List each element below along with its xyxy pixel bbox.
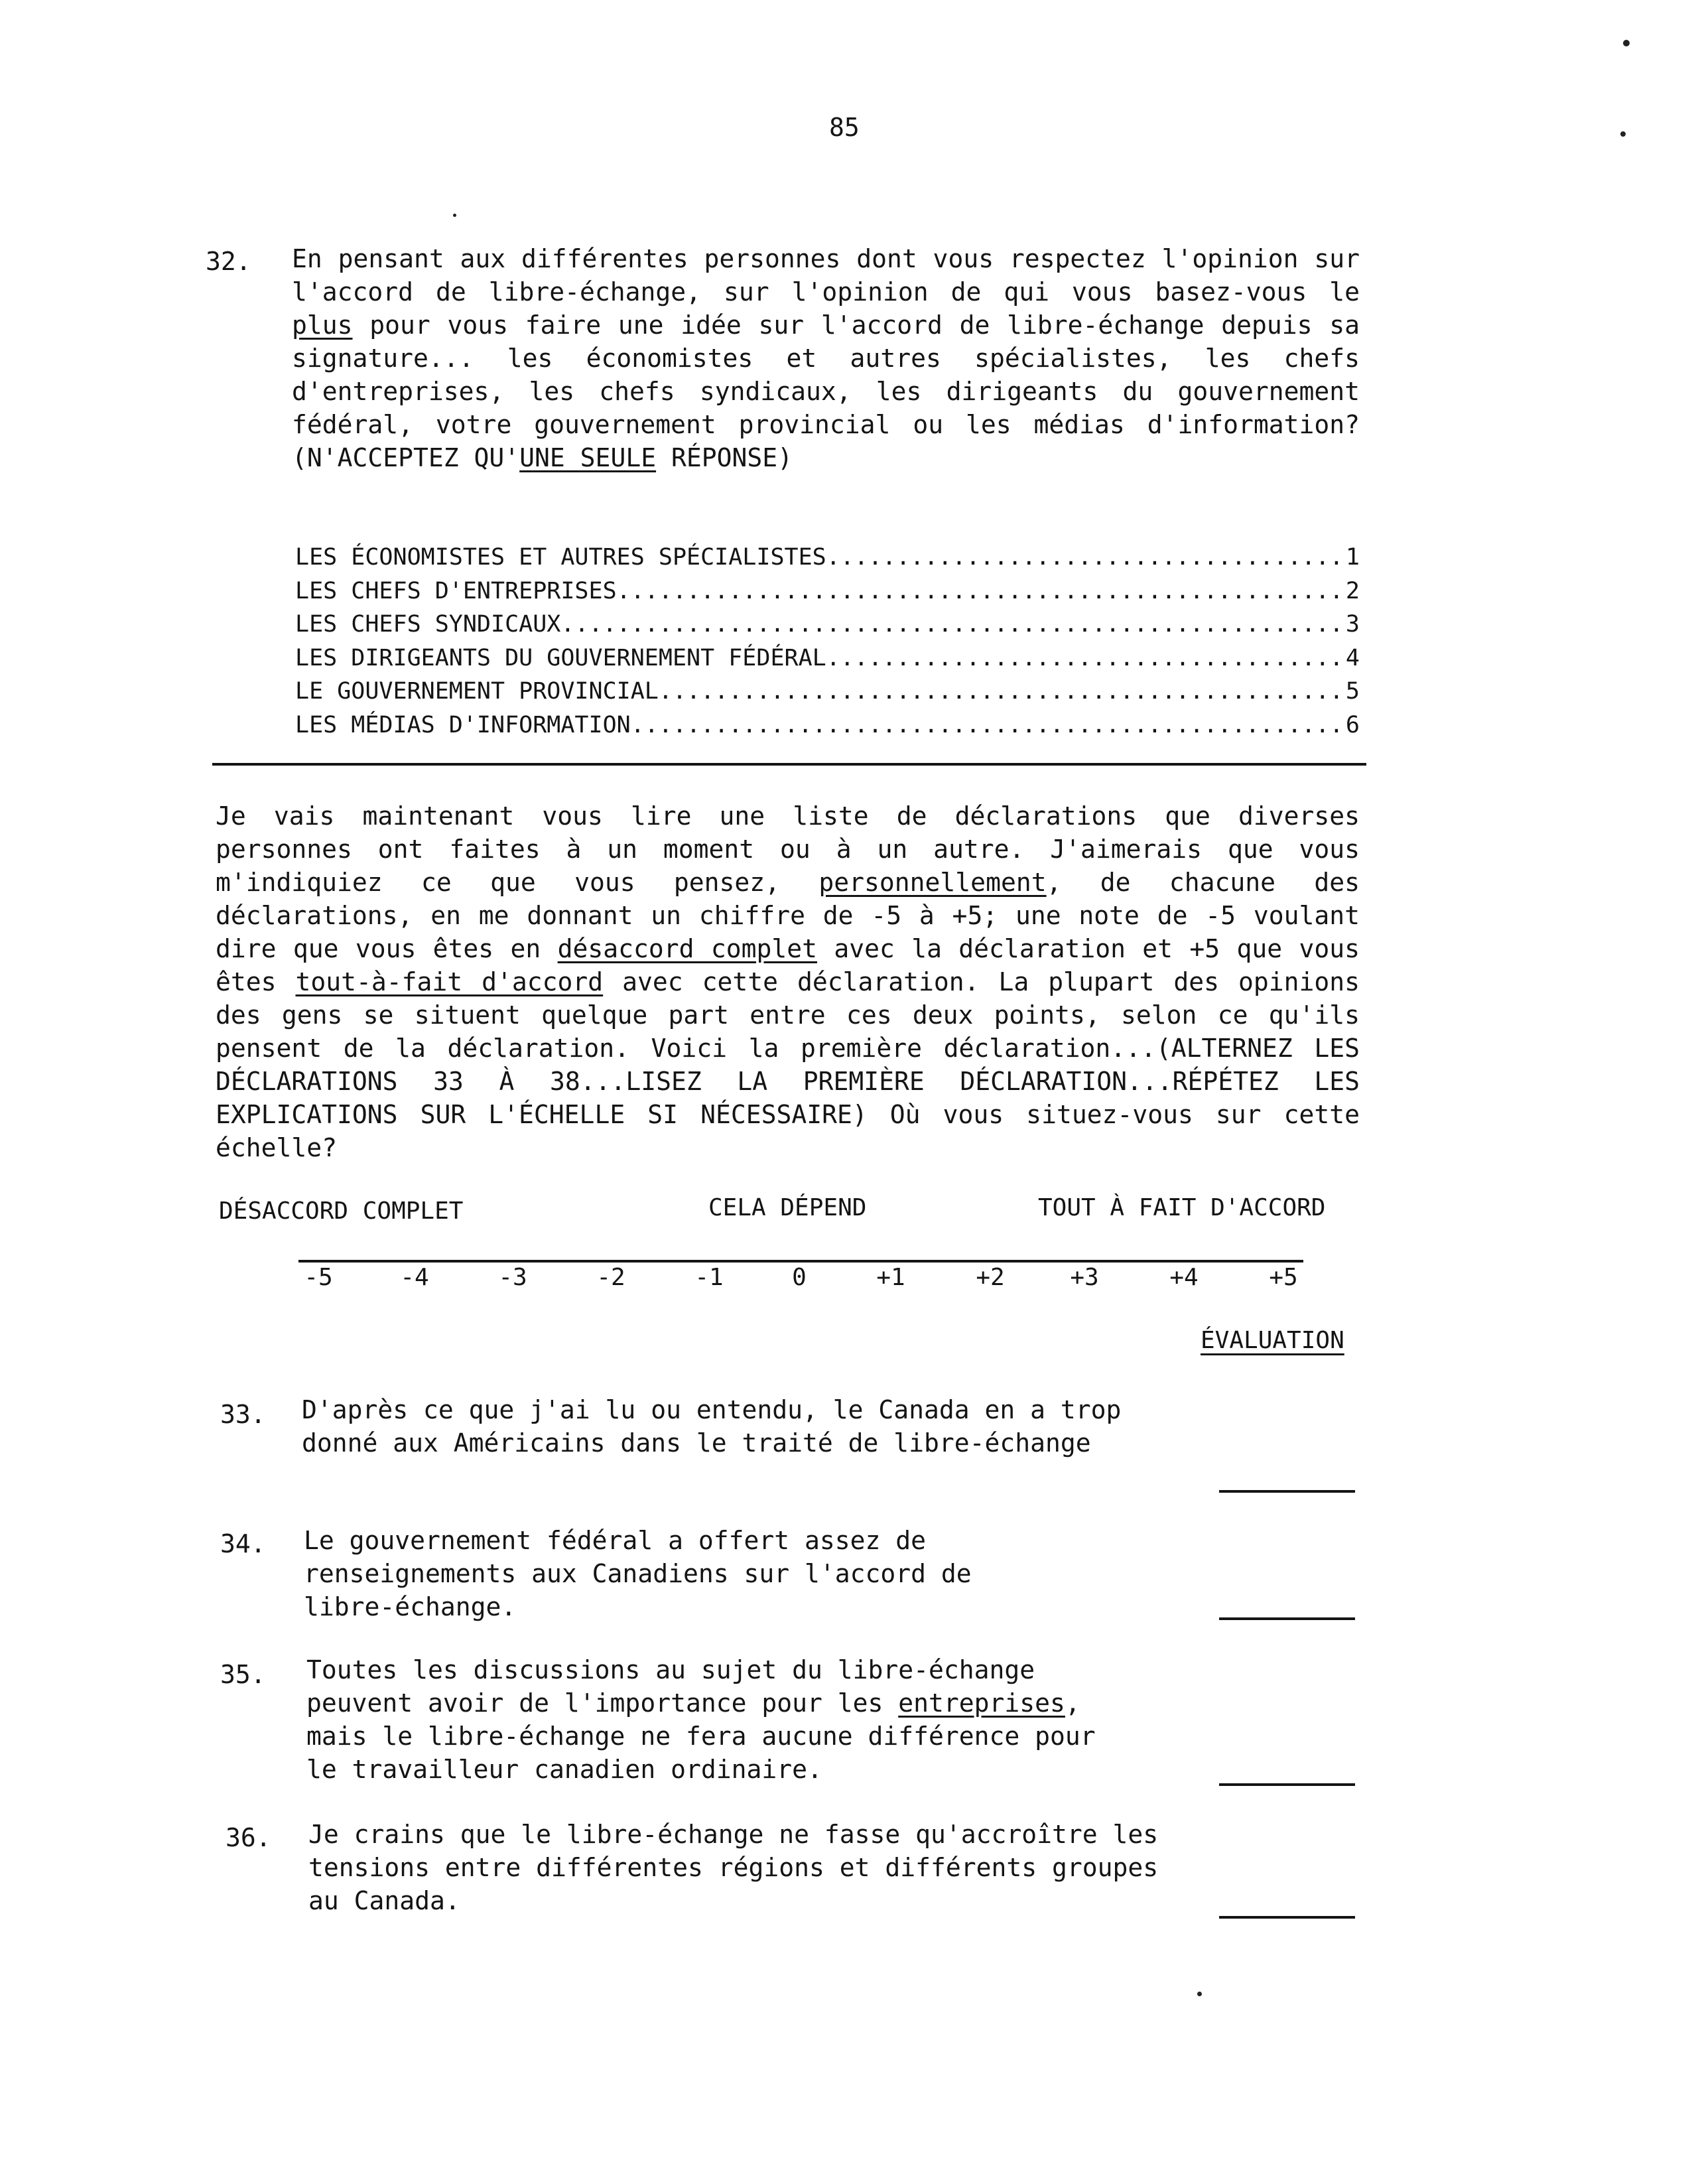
statement-35-text-part-1: Toutes les discussions au sujet du libre-échange peuvent avoir de l'importance pour les (306, 1655, 1035, 1718)
option-code: 2 (1345, 577, 1360, 604)
option-row (295, 709, 1360, 742)
intro-part-3: , de chacune des déclarations, en me donnant un chiffre de -5 à +5; une note de -5 voulant dire que vous êtes en (216, 868, 1360, 963)
option-row (295, 675, 1360, 709)
page-number: 85 (829, 113, 860, 142)
statement-34-text: Le gouvernement fédéral a offert assez de renseignements aux Canadiens sur l'accord de libre-échange. (304, 1526, 972, 1621)
scan-speck (1620, 131, 1626, 137)
scan-speck (1197, 1992, 1202, 1996)
option-code: 1 (1345, 544, 1360, 571)
statement-35-text-part-3: , mais le libre-échange ne fera aucune différence pour le travailleur canadien ordinaire. (306, 1688, 1096, 1784)
option-row (295, 575, 1360, 608)
scale-tick: +3 (1070, 1264, 1099, 1291)
intro-emphasis-desaccord-complet: désaccord complet (557, 934, 818, 963)
question-32-options (295, 541, 1360, 742)
question-32-number: 32. (206, 247, 251, 276)
statement-35-number: 35. (220, 1660, 266, 1689)
scale-tick: -3 (498, 1264, 527, 1291)
statement-35-answer-line[interactable] (1219, 1783, 1355, 1786)
option-row (295, 642, 1360, 675)
evaluation-label: ÉVALUATION (1201, 1327, 1344, 1354)
scale-tick: +2 (976, 1264, 1005, 1291)
intro-emphasis-tout-a-fait: tout-à-fait d'accord (295, 967, 604, 996)
leader-dots (617, 575, 1346, 608)
scan-speck (453, 214, 456, 217)
intro-emphasis-personnellement: personnellement (818, 868, 1047, 897)
statement-33-text: D'après ce que j'ai lu ou entendu, le Canada en a trop donné aux Américains dans le traité de libre-échange (302, 1395, 1122, 1458)
option-code: 3 (1345, 611, 1360, 638)
option-code: 6 (1345, 711, 1360, 738)
scale-tick: +1 (876, 1264, 905, 1291)
statement-34-number: 34. (220, 1529, 266, 1558)
scan-speck (1623, 40, 1630, 46)
question-32-text-part-1: En pensant aux différentes personnes dont vous respectez l'opinion sur l'accord de libre-échange, sur l'opinion de qui vous basez-vous le (292, 244, 1360, 307)
scale-left-label: DÉSACCORD COMPLET (219, 1197, 464, 1225)
statement-34-answer-line[interactable] (1219, 1617, 1355, 1620)
section-divider (212, 763, 1366, 766)
statement-36-number: 36. (226, 1823, 271, 1852)
option-label: LES DIRIGEANTS DU GOUVERNEMENT FÉDÉRAL (295, 644, 826, 671)
option-label: LE GOUVERNEMENT PROVINCIAL (295, 678, 659, 705)
question-32-emphasis-une-seule: UNE SEULE (519, 443, 657, 472)
option-code: 4 (1345, 644, 1360, 671)
question-32-emphasis-plus: plus (292, 310, 353, 340)
intro-part-7: avec cette déclaration. La plupart des opinions des gens se situent quelque part entre ces deux points, selon ce qu'ils pensent de la déclaration. Voici la première déclaration...(ALTERNEZ LES DÉCLARATIONS 33 À 38...LISEZ LA PREMIÈRE DÉCLARATION...RÉPÉTEZ LES EXPLICATIONS SUR L'ÉCHELLE SI NÉCESSAIRE) Où vous situez-vous sur cette échelle? (216, 967, 1360, 1162)
leader-dots (826, 541, 1346, 575)
scale-tick: -1 (694, 1264, 724, 1291)
question-32-text-part-3: pour vous faire une idée sur l'accord de libre-échange depuis sa signature... les économistes et autres spécialistes, les chefs d'entreprises, les chefs syndicaux, les dirigeants du gouvernement fédéral, votre gouvernement provincial ou les médias d'information? (N'ACCEPTEZ QU' (292, 310, 1360, 472)
statement-35-emphasis-entreprises: entreprises (898, 1688, 1065, 1718)
leader-dots (560, 608, 1346, 642)
leader-dots (826, 642, 1346, 675)
statement-33-number: 33. (220, 1400, 266, 1429)
statement-36-text: Je crains que le libre-échange ne fasse qu'accroître les tensions entre différentes régions et différents groupes au Canada. (308, 1820, 1159, 1915)
scale-right-label: TOUT À FAIT D'ACCORD (1038, 1194, 1326, 1221)
scale-tick: 0 (792, 1264, 807, 1291)
question-32-text (292, 242, 1360, 474)
statement-36-answer-line[interactable] (1219, 1916, 1355, 1919)
option-label: LES ÉCONOMISTES ET AUTRES SPÉCIALISTES (295, 544, 826, 571)
scale-tick: +4 (1169, 1264, 1199, 1291)
scale-tick: -2 (596, 1264, 625, 1291)
leader-dots (659, 675, 1346, 709)
intro-part-5: avec la déclaration et +5 que vous êtes (216, 934, 1360, 996)
question-32-text-part-5: RÉPONSE) (656, 443, 793, 472)
option-label: LES MÉDIAS D'INFORMATION (295, 711, 631, 738)
leader-dots (631, 709, 1346, 742)
option-label: LES CHEFS SYNDICAUX (295, 611, 561, 638)
option-row (295, 608, 1360, 642)
intro-part-1: Je vais maintenant vous lire une liste de déclarations que diverses personnes ont faites à un moment ou à un autre. J'aimerais que vous m'indiquiez ce que vous pensez, (216, 801, 1360, 897)
scale-tick: +5 (1269, 1264, 1298, 1291)
option-label: LES CHEFS D'ENTREPRISES (295, 577, 617, 604)
option-code: 5 (1345, 678, 1360, 705)
scale-tick: -4 (400, 1264, 429, 1291)
statement-33-answer-line[interactable] (1219, 1490, 1355, 1493)
scale-line (298, 1260, 1303, 1263)
scale-middle-label: CELA DÉPEND (708, 1194, 867, 1221)
option-row (295, 541, 1360, 575)
scale-instructions (216, 799, 1360, 1164)
statement-35-text (306, 1653, 1102, 1786)
scale-tick: -5 (304, 1264, 333, 1291)
